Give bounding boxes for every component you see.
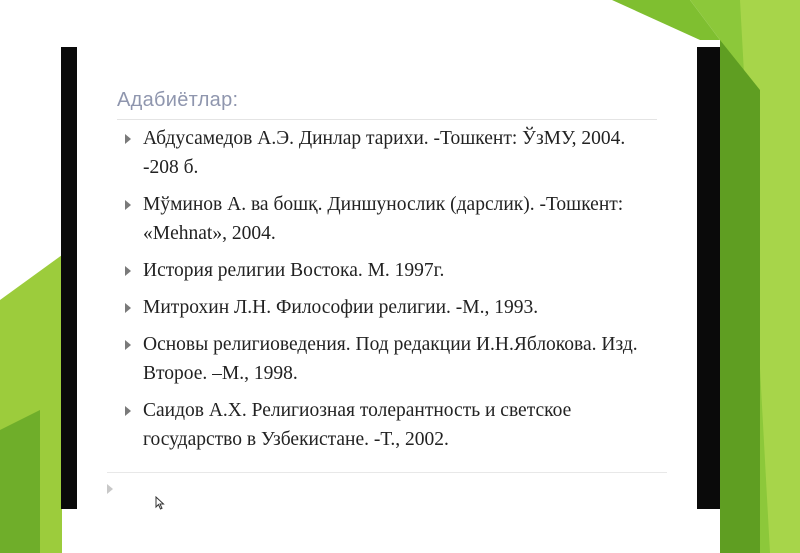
reference-text: Абдусамедов А.Э. Динлар тарихи. -Тошкент: ЎзМУ, 2004. -208 б. [143,128,626,178]
frame-bar-right [697,47,720,509]
list-item [121,330,661,388]
mouse-cursor-icon [155,496,165,510]
reference-text: История религии Востока. М. 1997г. [143,260,445,281]
footer-divider [107,472,667,473]
triangle-bullet-icon [125,200,131,210]
list-item [121,190,661,248]
frame-bar-left [61,47,77,509]
list-item [121,124,661,182]
list-item [121,396,661,454]
title-divider [117,119,657,120]
green-right-dark-shape [720,40,760,553]
slide-title: Адабиётлар: [117,89,239,111]
reference-list [121,124,661,462]
triangle-bullet-icon [125,134,131,144]
list-item [121,256,661,285]
triangle-bullet-icon [125,406,131,416]
presentation-slide [77,47,697,509]
triangle-bullet-icon [125,303,131,313]
reference-text: Мўминов А. ва бошқ. Диншунослик (дарслик). -Тошкент: «Mehnat», 2004. [143,194,624,244]
green-left-dark-shape [0,410,40,553]
triangle-bullet-icon [125,266,131,276]
next-arrow-icon[interactable] [107,484,113,494]
triangle-bullet-icon [125,340,131,350]
reference-text: Основы религиоведения. Под редакции И.Н.Яблокова. Изд. Второе. –М., 1998. [143,334,638,384]
reference-text: Митрохин Л.Н. Философии религии. -М., 1993. [143,297,539,318]
list-item [121,293,661,322]
reference-text: Саидов А.Х. Религиозная толерантность и светское государство в Узбекистане. -Т., 2002. [143,400,572,450]
